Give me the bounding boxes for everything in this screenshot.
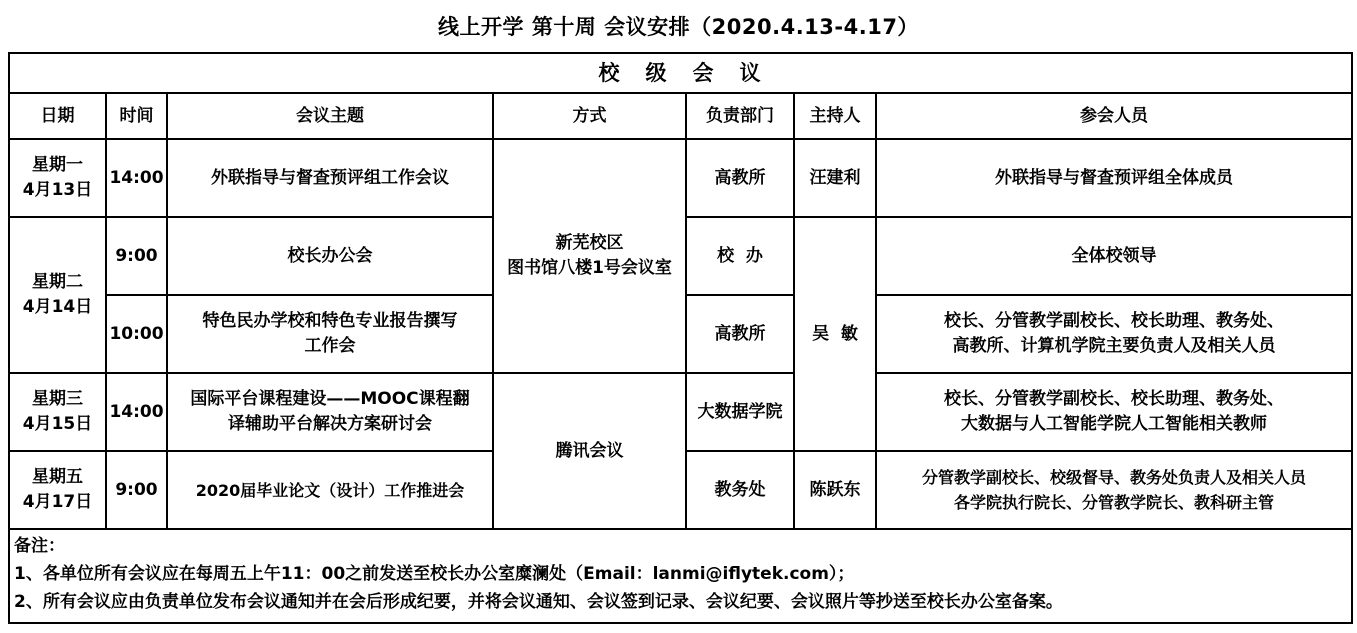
- method-campus-line2: 图书馆八楼1号会议室: [507, 258, 672, 278]
- attendees-line: 高教所、计算机学院主要负责人及相关人员: [952, 336, 1276, 356]
- header-method: 方式: [493, 93, 686, 139]
- date-cell: [9, 451, 106, 529]
- attendees-cell: [876, 217, 1352, 295]
- attendees-cell: [876, 139, 1352, 217]
- attendees-line: 外联指导与督查预评组全体成员: [995, 167, 1233, 188]
- note-item: 1、各单位所有会议应在每周五上午11：00之前发送至校长办公室糜澜处（Email：lanmi@iflytek.com）；: [14, 564, 855, 584]
- time-cell: 14:00: [106, 139, 167, 217]
- time-cell: 9:00: [106, 451, 167, 529]
- banner-title: 校级会议: [9, 53, 1352, 93]
- topic-line: 国际平台课程建设——MOOC课程翻: [190, 389, 470, 409]
- topic-line: 工作会: [304, 336, 356, 356]
- date-label: 4月17日: [22, 492, 93, 512]
- page-title: 线上开学 第十周 会议安排（2020.4.13-4.17）: [438, 15, 919, 39]
- dept-cell: 教务处: [686, 451, 794, 529]
- host-cell: 汪建利: [794, 139, 876, 217]
- topic-cell: [167, 295, 493, 373]
- day-label: 星期五: [32, 467, 83, 487]
- note-item: 2、所有会议应由负责单位发布会议通知并在会后形成纪要，并将会议通知、会议签到记录、会议纪要、会议照片等抄送至校长办公室备案。: [14, 592, 1063, 612]
- method-cell-online: 腾讯会议: [493, 373, 686, 529]
- header-date: 日期: [9, 93, 106, 139]
- attendees-line: 分管教学副校长、校级督导、教务处负责人及相关人员: [922, 468, 1307, 487]
- topic-line: 校长办公会: [287, 245, 373, 266]
- schedule-table: [8, 52, 1353, 624]
- attendees-cell: [876, 373, 1352, 451]
- time-cell: 14:00: [106, 373, 167, 451]
- dept-cell: 高教所: [686, 139, 794, 217]
- time-cell: 10:00: [106, 295, 167, 373]
- host-cell: 陈跃东: [794, 451, 876, 529]
- method-cell-campus: [493, 139, 686, 373]
- day-label: 星期二: [32, 272, 83, 292]
- table-row: [9, 139, 1352, 217]
- notes-label: 备注：: [14, 536, 65, 556]
- attendees-line: 各学院执行院长、分管教学院长、教科研主管: [954, 493, 1275, 512]
- method-campus-line1: 新芜校区: [555, 233, 624, 253]
- dept-cell: 高教所: [686, 295, 794, 373]
- header-dept: 负责部门: [686, 93, 794, 139]
- attendees-cell: [876, 451, 1352, 529]
- notes-row: [9, 529, 1352, 623]
- date-cell: [9, 217, 106, 373]
- date-label: 4月13日: [22, 180, 93, 200]
- topic-cell: [167, 217, 493, 295]
- header-host: 主持人: [794, 93, 876, 139]
- time-cell: 9:00: [106, 217, 167, 295]
- topic-line: 特色民办学校和特色专业报告撰写: [202, 311, 458, 331]
- attendees-line: 全体校领导: [1071, 245, 1157, 266]
- topic-cell: [167, 373, 493, 451]
- date-label: 4月14日: [22, 297, 93, 317]
- attendees-cell: [876, 295, 1352, 373]
- attendees-line: 校长、分管教学副校长、校长助理、教务处、: [944, 311, 1284, 331]
- topic-line: 译辅助平台解决方案研讨会: [228, 414, 432, 434]
- topic-line: 外联指导与督查预评组工作会议: [211, 167, 449, 188]
- date-cell: [9, 373, 106, 451]
- date-cell: [9, 139, 106, 217]
- date-label: 4月15日: [22, 414, 93, 434]
- topic-line: 2020届毕业论文（设计）工作推进会: [195, 480, 465, 500]
- dept-cell: 大数据学院: [686, 373, 794, 451]
- attendees-line: 大数据与人工智能学院人工智能相关教师: [961, 414, 1267, 434]
- day-label: 星期三: [32, 389, 83, 409]
- host-cell: 吴 敏: [794, 217, 876, 451]
- header-row: [9, 93, 1352, 139]
- dept-cell: 校 办: [686, 217, 794, 295]
- topic-cell: [167, 451, 493, 529]
- topic-cell: [167, 139, 493, 217]
- table-row: [9, 373, 1352, 451]
- banner-row: [9, 53, 1352, 93]
- header-time: 时间: [106, 93, 167, 139]
- header-topic: 会议主题: [167, 93, 493, 139]
- header-attendees: 参会人员: [876, 93, 1352, 139]
- attendees-line: 校长、分管教学副校长、校长助理、教务处、: [944, 389, 1284, 409]
- day-label: 星期一: [32, 155, 83, 175]
- notes-cell: [9, 529, 1352, 623]
